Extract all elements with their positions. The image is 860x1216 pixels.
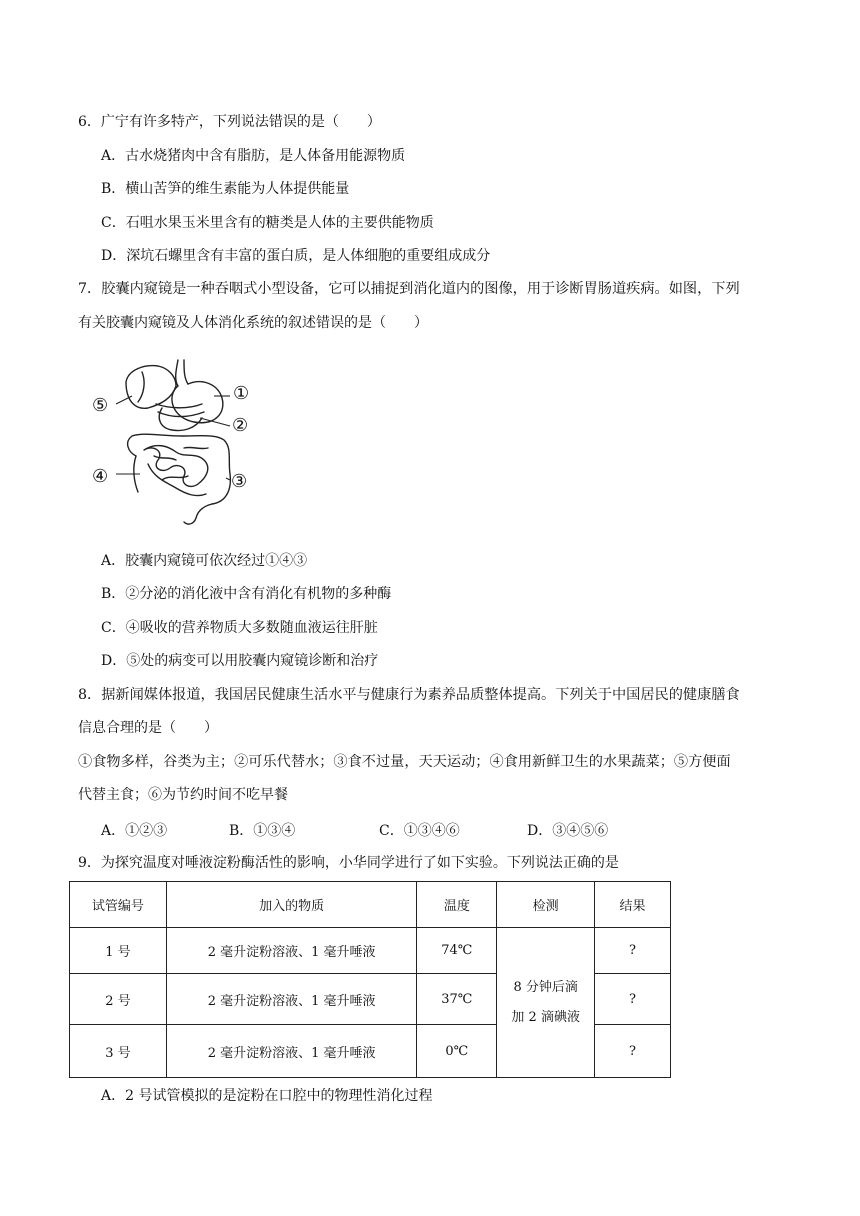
q9-stem: 9．为探究温度对唾液淀粉酶活性的影响，小华同学进行了如下实验。下列说法正确的是	[78, 855, 619, 871]
tube-number-cell: 1 号	[70, 928, 167, 974]
tube-number-cell: 3 号	[70, 1025, 167, 1078]
q8-choice-c: C．①③④⑥	[379, 823, 460, 839]
substance-cell: 2 毫升淀粉溶液、1 毫升唾液	[166, 974, 417, 1025]
substance-cell: 2 毫升淀粉溶液、1 毫升唾液	[166, 1025, 417, 1078]
experiment-table	[69, 881, 671, 1078]
header-substance: 加入的物质	[166, 882, 417, 928]
result-cell: ?	[595, 1025, 671, 1078]
q8-choice-a: A．①②③	[101, 823, 168, 839]
header-result: 结果	[595, 882, 671, 928]
detection-cell	[497, 928, 595, 1078]
q8-stem-line2: 信息合理的是（ ）	[78, 720, 218, 736]
q7-option-c: C．④吸收的营养物质大多数随血液运往肝脏	[101, 620, 378, 636]
q6-option-c: C．石咀水果玉米里含有的糖类是人体的主要供能物质	[101, 215, 434, 231]
detection-line2: 加 2 滴碘液	[511, 1009, 580, 1025]
q7-option-a: A．胶囊内窥镜可依次经过①④③	[101, 553, 308, 569]
table-row	[70, 928, 671, 974]
q8-items-line2: 代替主食；⑥为节约时间不吃早餐	[78, 787, 288, 803]
tube-number-cell: 2 号	[70, 974, 167, 1025]
q8-choice-d: D．③④⑤⑥	[527, 823, 609, 839]
q7-option-b: B．②分泌的消化液中含有消化有机物的多种酶	[101, 586, 392, 602]
result-cell: ?	[595, 928, 671, 974]
q8-choices	[101, 820, 701, 840]
header-tube-number: 试管编号	[70, 882, 167, 928]
diagram-label-5: ⑤	[92, 395, 109, 416]
diagram-label-1: ①	[233, 383, 250, 404]
q8-stem-line1: 8．据新闻媒体报道，我国居民健康生活水平与健康行为素养品质整体提高。下列关于中国居民的健康膳食	[78, 687, 740, 703]
substance-cell: 2 毫升淀粉溶液、1 毫升唾液	[166, 928, 417, 974]
q6-stem: 6．广宁有许多特产，下列说法错误的是（ ）	[78, 114, 381, 130]
detection-line1: 8 分钟后滴	[513, 979, 578, 995]
diagram-label-4: ④	[92, 466, 109, 487]
q6-option-b: B．横山苦笋的维生素能为人体提供能量	[101, 181, 350, 197]
temperature-cell: 37℃	[417, 974, 497, 1025]
table-header-row	[70, 882, 671, 928]
header-detection: 检测	[497, 882, 595, 928]
q7-stem-line1: 7．胶囊内窥镜是一种吞咽式小型设备，它可以捕捉到消化道内的图像，用于诊断胃肠道疾病。如图，下列	[78, 281, 740, 297]
temperature-cell: 74℃	[417, 928, 497, 974]
q6-option-a: A．古水烧猪肉中含有脂肪，是人体备用能源物质	[101, 148, 406, 164]
q8-choice-b: B．①③④	[229, 823, 296, 839]
diagram-label-2: ②	[232, 415, 249, 436]
diagram-label-3: ③	[231, 471, 248, 492]
q9-option-a: A．2 号试管模拟的是淀粉在口腔中的物理性消化过程	[101, 1088, 433, 1104]
q7-stem-line2: 有关胶囊内窥镜及人体消化系统的叙述错误的是（ ）	[78, 315, 428, 331]
temperature-cell: 0℃	[417, 1025, 497, 1078]
header-temperature: 温度	[417, 882, 497, 928]
q8-items-line1: ①食物多样，谷类为主；②可乐代替水；③食不过量，天天运动；④食用新鲜卫生的水果蔬菜；⑤方便面	[78, 754, 731, 770]
result-cell: ?	[595, 974, 671, 1025]
q6-option-d: D．深坑石螺里含有丰富的蛋白质，是人体细胞的重要组成成分	[101, 248, 491, 264]
q7-option-d: D．⑤处的病变可以用胶囊内窥镜诊断和治疗	[101, 653, 379, 669]
